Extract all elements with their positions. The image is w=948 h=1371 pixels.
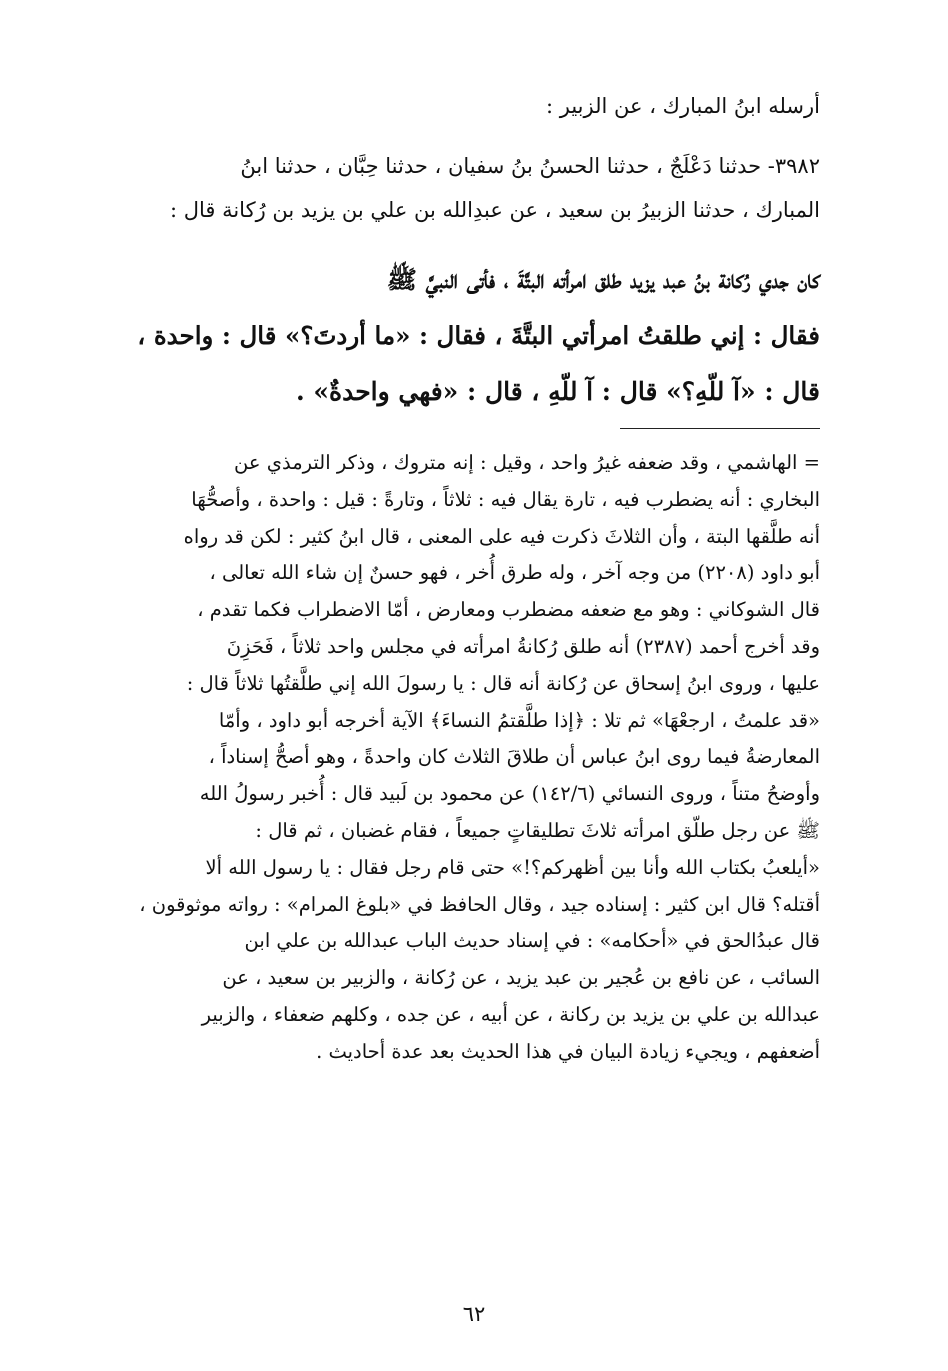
footnote-line: أبو داود (٢٢٠٨) من وجه آخر ، وله طرق أُخر ، فهو حسنٌ إن شاء الله تعالى ، xyxy=(209,561,820,585)
intro-line xyxy=(130,86,820,126)
footnotes xyxy=(130,445,820,1071)
footnote-separator xyxy=(620,428,820,429)
footnote-line: عبدالله بن علي بن يزيد بن ركانة ، عن أبيه ، عن جده ، وكلهم ضعفاء ، والزبير xyxy=(201,1002,820,1026)
footnote-line: المعارضةُ فيما روى ابنُ عباس أن طلاقَ الثلاث كان واحدةً ، وهو أصحُّ إسناداً ، xyxy=(208,745,820,769)
footnote-line: قال الشوكاني : وهو مع ضعفه مضطرب ومعارض ، أمّا الاضطراب فكما تقدم ، xyxy=(197,598,820,622)
footnote-line: أنه طلَّقها البتة ، وأن الثلاثَ ذكرت فيه على المعنى ، قال ابنُ كثير : لكن قد رواه xyxy=(183,524,820,548)
hadith-matn xyxy=(130,252,820,420)
footnote-line: ﷺ عن رجل طلّق امرأته ثلاثَ تطليقاتٍ جميعاً ، فقام غضبان ، ثم قال : xyxy=(255,818,820,842)
matn-line: قال : «آ للّهِ؟» قال : آ للّهِ ، قال : «فهي واحدةٌ» . xyxy=(295,377,820,406)
footnote-line: وأوضحُ متناً ، وروى النسائي (١٤٢/٦) عن محمود بن لَبيد قال : أُخبر رسولُ الله xyxy=(199,782,820,806)
footnote-line: = الهاشمي ، وقد ضعفه غيرُ واحد ، وقيل : إنه متروك ، وذكر الترمذي عن xyxy=(234,451,820,474)
hadith-isnad xyxy=(130,144,820,232)
footnote-line: أضعفهم ، ويجيء زيادة البيان في هذا الحديث بعد عدة أحاديث . xyxy=(316,1039,820,1063)
intro-text: أرسله ابنُ المبارك ، عن الزبير : xyxy=(545,94,820,118)
footnote-line: السائب ، عن نافع بن عُجير بن عبد يزيد ، عن رُكانة ، والزبير بن سعيد ، عن xyxy=(222,966,820,990)
footnote-line: «أيلعبُ بكتاب الله وأنا بين أظهركم؟!» حتى قام رجل فقال : يا رسول الله ألا xyxy=(205,855,820,879)
footnote-line: البخاري : أنه يضطرب فيه ، تارة يقال فيه : ثلاثاً ، وتارةً : قيل : واحدة ، وأصحُّهَا xyxy=(191,487,820,511)
footnote-line: «قد علمتُ ، ارجعْهَا» ثم تلا : ﴿إذا طلَّقتمُ النساءَ﴾ الآية أخرجه أبو داود ، وأمّا xyxy=(218,708,820,732)
footnote-line: قال عبدُالحق في «أحكامه» : في إسناد حديث الباب عبدالله بن علي ابن xyxy=(244,929,820,953)
isnad-line: ٣٩٨٢- حدثنا دَعْلَجٌ ، حدثنا الحسنُ بنُ سفيان ، حدثنا حِبَّان ، حدثنا ابنُ xyxy=(240,154,820,178)
page-number: ٦٢ xyxy=(462,1302,486,1326)
matn-line: فقال : إني طلقتُ امرأتي البتَّةَ ، فقال : «ما أردتَ؟» قال : واحدة ، xyxy=(137,321,820,350)
footnote-line: عليها ، وروى ابنُ إسحاق عن رُكانة أنه قال : يا رسولَ الله إني طلَّقتُها ثلاثاً قال : xyxy=(186,671,820,695)
isnad-line: المبارك ، حدثنا الزبيرُ بن سعيد ، عن عبدِالله بن علي بن يزيد بن رُكانة قال : xyxy=(169,198,820,222)
footnote-line: أقتله؟ قال ابن كثير : إسناده جيد ، وقال الحافظ في «بلوغ المرام» : رواته موثوقون ، xyxy=(139,892,820,916)
footnote-line: وقد أخرج أحمد (٢٣٨٧) أنه طلق رُكانةُ امرأته في مجلس واحد ثلاثاً ، فَحَزِنَ xyxy=(226,634,820,658)
matn-line: كان جدي رُكانة بنُ عبد يزيد طلق امرأته البتَّةَ ، فأتى النبيَّ ﷺ xyxy=(386,265,820,294)
